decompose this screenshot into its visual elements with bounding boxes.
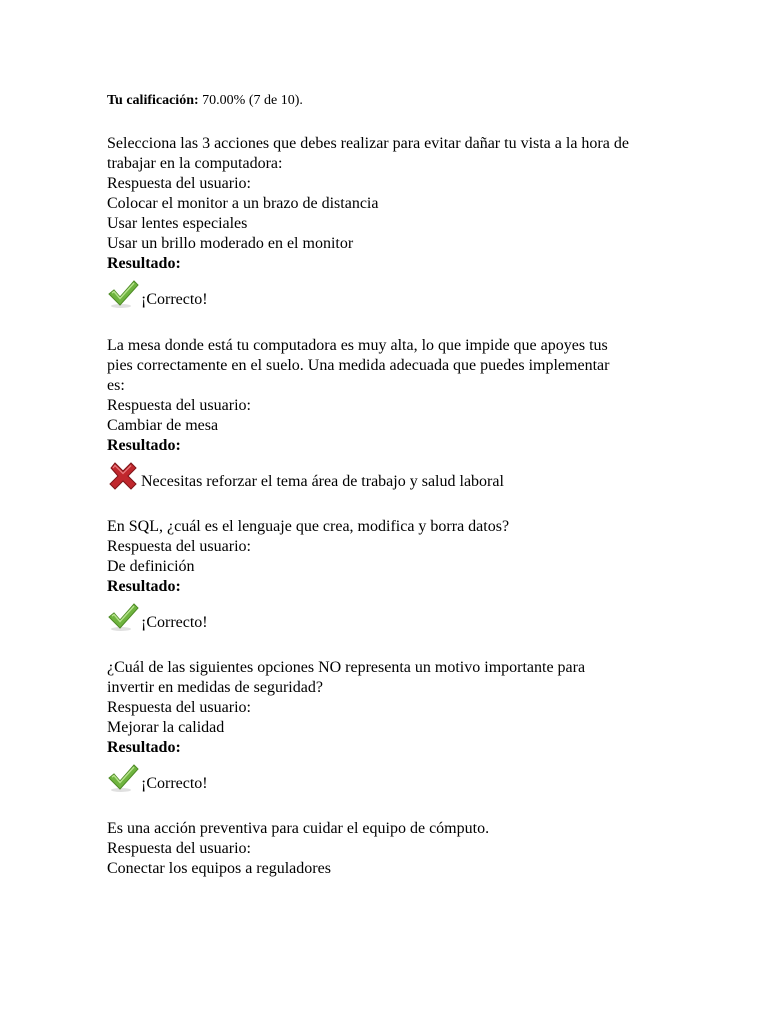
result-message: ¡Correcto! <box>141 775 208 792</box>
question-4 <box>107 658 707 794</box>
result-row <box>107 758 707 794</box>
result-row <box>107 456 707 492</box>
user-answer: Usar un brillo moderado en el monitor <box>107 235 354 252</box>
question-2 <box>107 336 707 492</box>
question-5 <box>107 819 707 879</box>
question-text: trabajar en la computadora: <box>107 155 283 172</box>
result-row <box>107 597 707 633</box>
question-text: Es una acción preventiva para cuidar el equipo de cómputo. <box>107 820 490 837</box>
question-text: invertir en medidas de seguridad? <box>107 679 323 696</box>
grade-line <box>107 91 707 111</box>
question-1 <box>107 134 707 310</box>
result-label: Resultado: <box>107 255 181 272</box>
question-text: Selecciona las 3 acciones que debes realizar para evitar dañar tu vista a la hora de <box>107 135 629 152</box>
user-answer: Usar lentes especiales <box>107 215 248 232</box>
result-row <box>107 274 707 310</box>
question-text: pies correctamente en el suelo. Una medida adecuada que puedes implementar <box>107 357 610 374</box>
grade-value: 70.00% (7 de 10). <box>202 93 303 108</box>
result-message: Necesitas reforzar el tema área de trabajo y salud laboral <box>141 473 504 490</box>
result-message: ¡Correcto! <box>141 291 208 308</box>
question-3 <box>107 517 707 633</box>
result-label: Resultado: <box>107 578 181 595</box>
result-label: Resultado: <box>107 739 181 756</box>
cross-icon <box>107 460 139 492</box>
quiz-results <box>107 91 707 879</box>
question-text: ¿Cuál de las siguientes opciones NO representa un motivo importante para <box>107 659 586 676</box>
question-text: En SQL, ¿cuál es el lenguaje que crea, modifica y borra datos? <box>107 518 510 535</box>
user-answer-label: Respuesta del usuario: <box>107 397 251 414</box>
user-answer-label: Respuesta del usuario: <box>107 175 251 192</box>
user-answer-label: Respuesta del usuario: <box>107 538 251 555</box>
question-text: La mesa donde está tu computadora es muy alta, lo que impide que apoyes tus <box>107 337 608 354</box>
user-answer: De definición <box>107 558 195 575</box>
check-icon <box>107 762 139 794</box>
user-answer: Colocar el monitor a un brazo de distancia <box>107 195 379 212</box>
user-answer-label: Respuesta del usuario: <box>107 840 251 857</box>
question-text: es: <box>107 377 125 394</box>
grade-label: Tu calificación: <box>107 93 199 108</box>
user-answer: Mejorar la calidad <box>107 719 225 736</box>
user-answer: Cambiar de mesa <box>107 417 219 434</box>
result-message: ¡Correcto! <box>141 614 208 631</box>
check-icon <box>107 601 139 633</box>
user-answer: Conectar los equipos a reguladores <box>107 860 331 877</box>
result-label: Resultado: <box>107 437 181 454</box>
user-answer-label: Respuesta del usuario: <box>107 699 251 716</box>
check-icon <box>107 278 139 310</box>
